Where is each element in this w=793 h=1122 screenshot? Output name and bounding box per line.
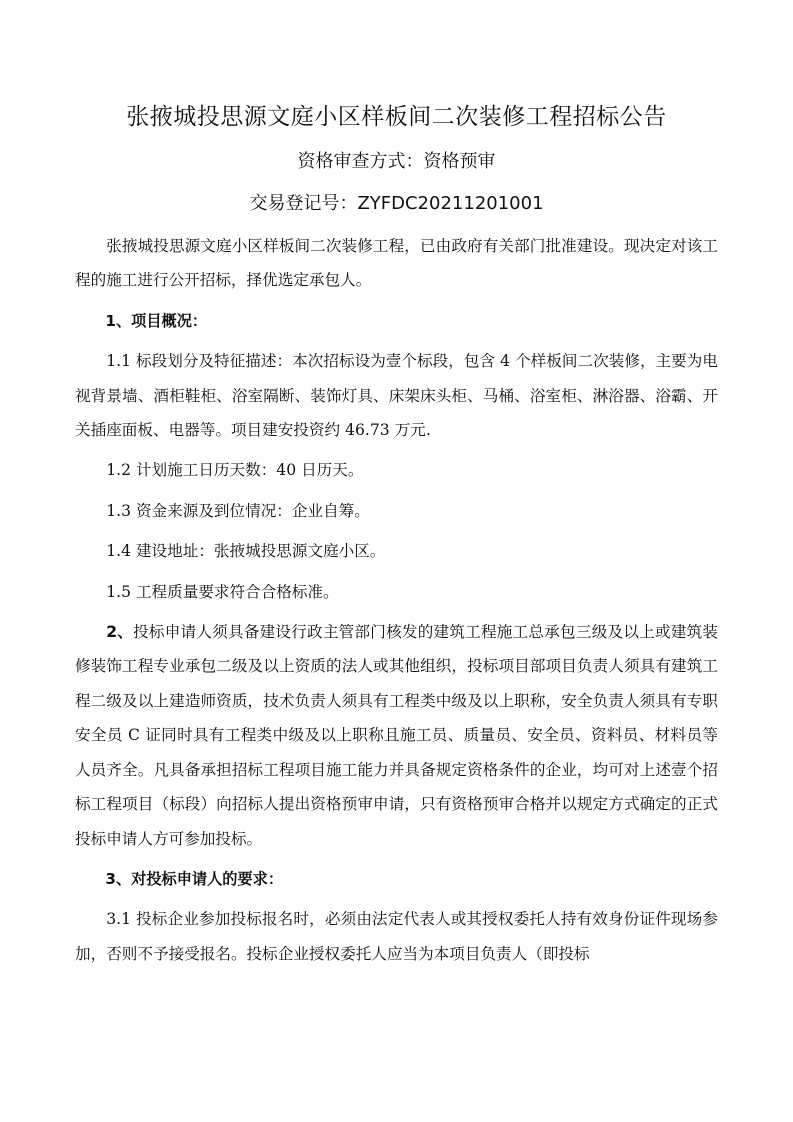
section2-paragraph (75, 615, 718, 856)
review-method: 资格审查方式：资格预审 (297, 151, 496, 172)
intro-paragraph: 张掖城投思源文庭小区样板间二次装修工程，已由政府有关部门批准建设。现决定对该工程的施工进行公开招标，择优选定承包人。 (75, 237, 718, 290)
document-body (75, 229, 718, 977)
registration-number: 交易登记号：ZYFDC20211201001 (249, 193, 544, 214)
section1-item-2: 1.2 计划施工日历天数：40 日历天。 (106, 461, 364, 480)
section1-item-5: 1.5 工程质量要求符合合格标准。 (106, 582, 339, 601)
section2-text: 投标申请人须具备建设行政主管部门核发的建筑工程施工总承包三级及以上或建筑装修装饰工程专业承包二级及以上资质的法人或其他组织，投标项目部项目负责人须具有建筑工程二级及以上建造师资质，技术负责人须具有工程类中级及以上职称，安全负责人须具有专职安全员 C 证同时具有工程类中级及以上职称且施工员、质量员、安全员、资料员、材料员等人员齐全。凡具备承担招标工程项目施工能力并具备规定资格条件的企业，均可对上述壹个招标工程项目（标段）向招标人提出资格预审申请，只有资格预审合格并以规定方式确定的正式投标申请人方可参加投标。 (75, 623, 718, 848)
section3-heading: 3、对投标申请人的要求： (105, 869, 284, 888)
section2-lead: 2、 (106, 623, 134, 642)
section1-heading: 1、项目概况： (105, 311, 208, 330)
section3-item-1: 3.1 投标企业参加投标报名时，必须由法定代表人或其授权委托人持有效身份证件现场参加，否则不予接受报名。投标企业授权委托人应当为本项目负责人（即投标 (75, 910, 718, 963)
document-title: 张掖城投思源文庭小区样板间二次装修工程招标公告 (126, 104, 667, 130)
section1-item-1: 1.1 标段划分及特征描述：本次招标设为壹个标段，包含 4 个样板间二次装修，主要为电视背景墙、酒柜鞋柜、浴室隔断、装饰灯具、床架床头柜、马桶、浴室柜、淋浴器、浴霸、开关插座面板、电器等。项目建安投资约 46.73 万元. (75, 352, 718, 440)
section1-item-3: 1.3 资金来源及到位情况：企业自筹。 (106, 501, 370, 520)
section1-item-4: 1.4 建设地址：张掖城投思源文庭小区。 (106, 542, 386, 561)
